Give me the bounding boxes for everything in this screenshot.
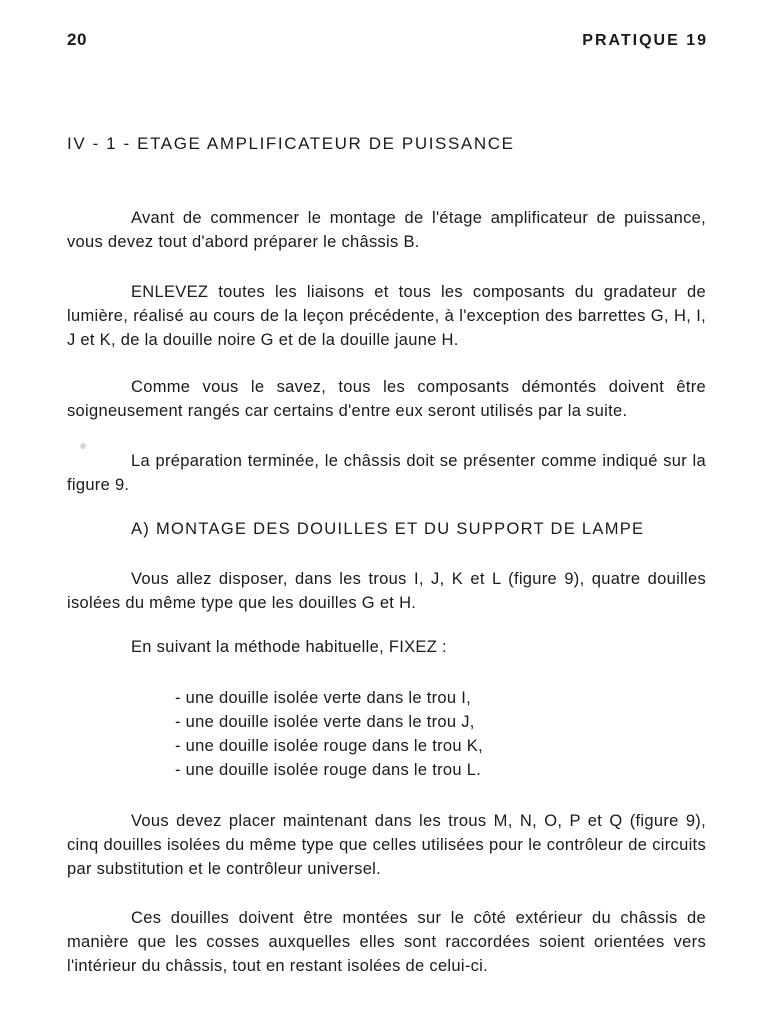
sub-heading: A) MONTAGE DES DOUILLES ET DU SUPPORT DE LAMPE	[131, 520, 645, 538]
paragraph-placement: Vous devez placer maintenant dans les trous M, N, O, P et Q (figure 9), cinq douilles isolées du même type que celles utilisées pour le contrôleur de circuits par substitution et le contrôleur universel.	[67, 812, 706, 878]
paragraph-intro: Avant de commencer le montage de l'étage amplificateur de puissance, vous devez tout d'abord préparer le châssis B.	[67, 209, 706, 251]
fixing-list	[175, 686, 483, 782]
list-item: - une douille isolée verte dans le trou I,	[175, 689, 472, 707]
paragraph-douilles: Vous allez disposer, dans les trous I, J, K et L (figure 9), quatre douilles isolées du même type que les douilles G et H.	[67, 570, 706, 612]
paragraph-rangement: Comme vous le savez, tous les composants démontés doivent être soigneusement rangés car certains d'entre eux seront utilisés par la suite.	[67, 378, 706, 420]
paper-speck	[80, 443, 86, 449]
paragraph-preparation: La préparation terminée, le châssis doit se présenter comme indiqué sur la figure 9.	[67, 452, 706, 494]
section-heading: IV - 1 - ETAGE AMPLIFICATEUR DE PUISSANCE	[67, 134, 515, 153]
page-number: 20	[67, 30, 87, 49]
fixez-instruction: En suivant la méthode habituelle, FIXEZ :	[131, 638, 447, 656]
list-item: - une douille isolée rouge dans le trou L.	[175, 761, 482, 779]
list-item: - une douille isolée rouge dans le trou K,	[175, 737, 483, 755]
running-title: PRATIQUE 19	[582, 32, 708, 49]
paragraph-montage: Ces douilles doivent être montées sur le côté extérieur du châssis de manière que les cosses auxquelles elles sont raccordées soient orientées vers l'intérieur du châssis, tout en restant isolées de celui-ci.	[67, 909, 706, 975]
list-item: - une douille isolée verte dans le trou J,	[175, 713, 475, 731]
paragraph-enlevez: ENLEVEZ toutes les liaisons et tous les composants du gradateur de lumière, réalisé au cours de la leçon précédente, à l'exception des barrettes G, H, I, J et K, de la douille noire G et de la douille jaune H.	[67, 283, 706, 349]
